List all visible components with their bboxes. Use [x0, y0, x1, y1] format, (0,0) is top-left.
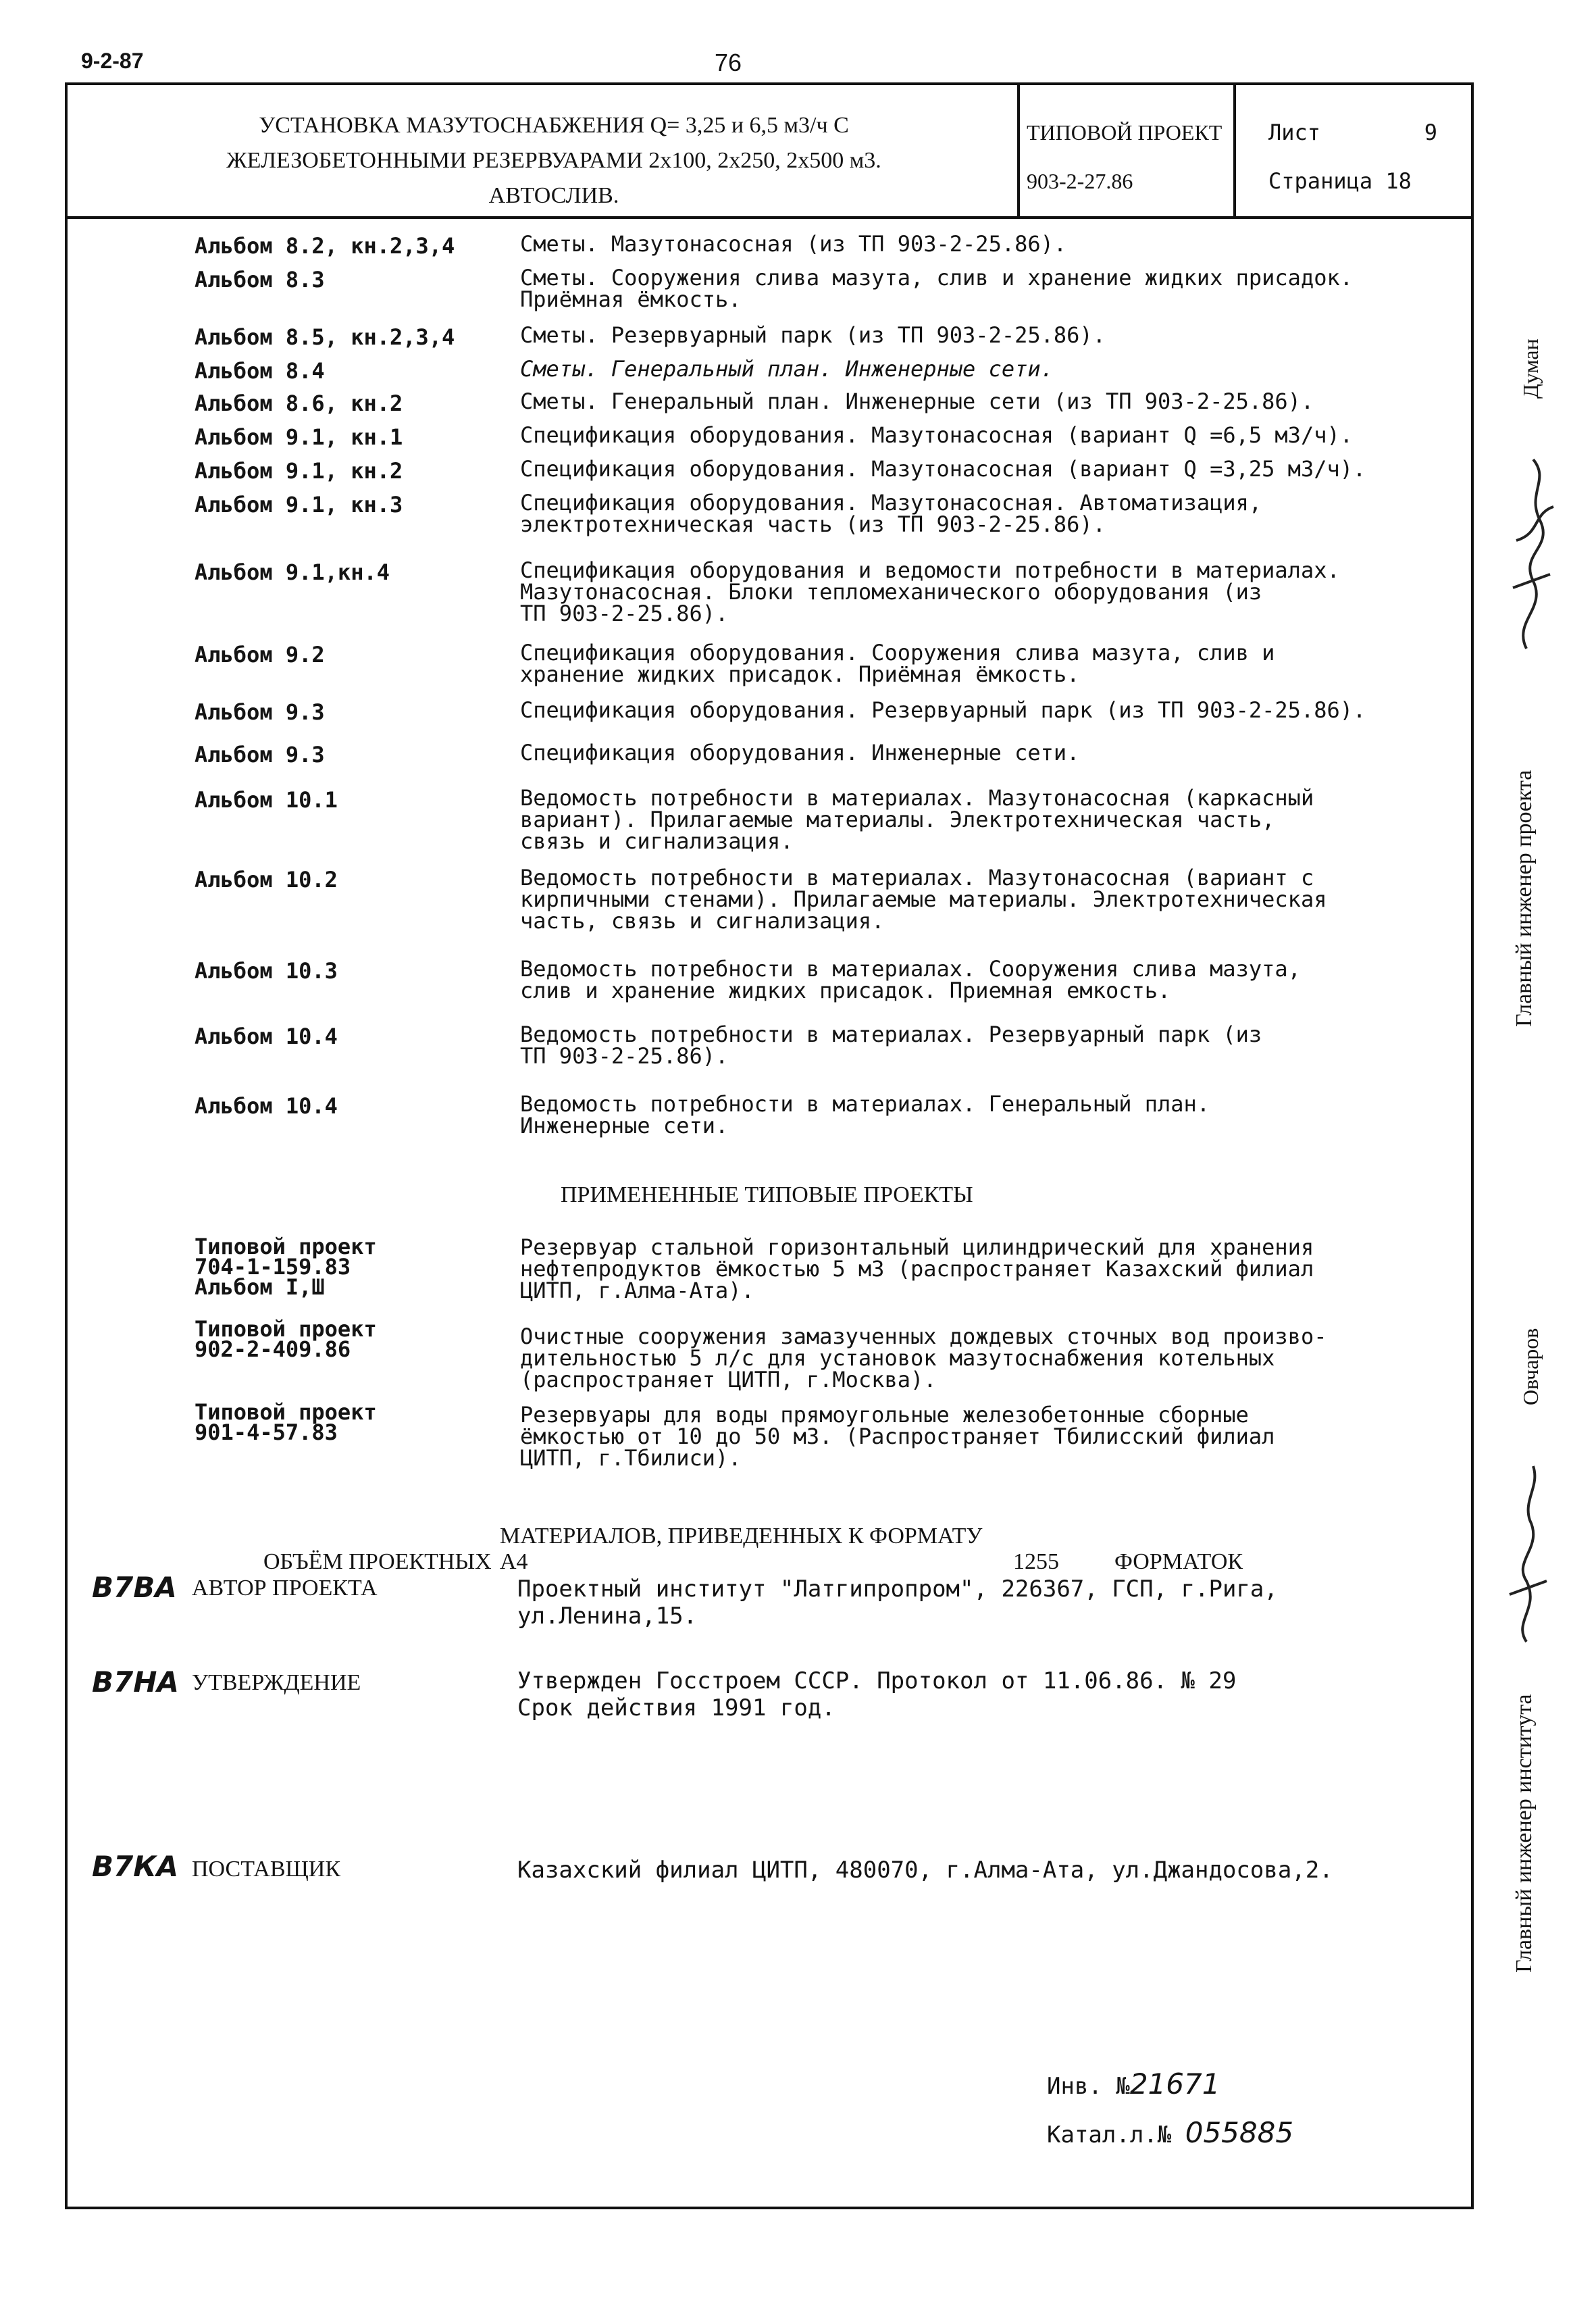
document-code: 9-2-87 — [81, 49, 144, 73]
album-label: Альбом 8.5, кн.2,3,4 — [195, 324, 455, 350]
volume-label-2: МАТЕРИАЛОВ, ПРИВЕДЕННЫХ К ФОРМАТУ А4 — [500, 1524, 983, 1574]
title-line-3: АВТОСЛИВ. — [488, 183, 619, 208]
album-label: Альбом 9.1, кн.3 — [195, 492, 403, 518]
code-desc: Казахский филиал ЦИТП, 480070, г.Алма-Ата, ул.Джандосова,2. — [517, 1857, 1333, 1884]
album-desc: Сметы. Резервуарный парк (из ТП 903-2-25.86). — [520, 322, 1106, 348]
inv-value: 21671 — [1129, 2067, 1220, 2101]
document-title — [95, 108, 1013, 213]
applied-project-label: Типовой проект 901-4-57.83 — [195, 1399, 377, 1445]
album-desc: Спецификация оборудования и ведомости потребности в материалах. Мазутонасосная. Блоки тепломеханического оборудования (из ТП 903-2-25.86). — [520, 557, 1340, 626]
album-label: Альбом 10.1 — [195, 787, 338, 813]
album-label: Альбом 10.2 — [195, 867, 338, 892]
applied-project-label: Типовой проект 704-1-159.83 Альбом I,Ш — [195, 1234, 377, 1300]
sheet-label: Лист — [1268, 120, 1321, 145]
applied-project-desc: Очистные сооружения замазученных дождевых сточных вод произво- дительностью 5 л/с для установок мазутоснабжения котельных (распространяет ЦИТП, г.Москва). — [520, 1324, 1327, 1392]
album-label: Альбом 10.4 — [195, 1093, 338, 1119]
title-divider-2 — [1233, 82, 1236, 216]
catal-label: Катал.л.№ — [1047, 2121, 1172, 2148]
album-desc: Спецификация оборудования. Сооружения слива мазута, слив и хранение жидких присадок. Приёмная ёмкость. — [520, 640, 1275, 687]
album-label: Альбом 10.4 — [195, 1024, 338, 1049]
page-label: Страница — [1268, 168, 1373, 194]
album-label: Альбом 8.2, кн.2,3,4 — [195, 233, 455, 259]
album-desc: Спецификация оборудования. Резервуарный парк (из ТП 903-2-25.86). — [520, 697, 1366, 723]
album-label: Альбом 8.6, кн.2 — [195, 391, 403, 416]
catalog-number — [1047, 2116, 1293, 2149]
code-desc: Проектный институт "Латгипропром", 226367, ГСП, г.Рига, ул.Ленина,15. — [517, 1576, 1278, 1630]
inv-label: Инв. № — [1047, 2073, 1130, 2100]
album-desc: Ведомость потребности в материалах. Мазутонасосная (каркасный вариант). Прилагаемые материалы. Электротехническая часть, связь и сигнализация. — [520, 785, 1314, 854]
album-label: Альбом 9.3 — [195, 742, 325, 768]
inventory-number — [1047, 2067, 1220, 2101]
album-desc: Спецификация оборудования. Инженерные сети. — [520, 740, 1080, 765]
code-label: АВТОР ПРОЕКТА — [192, 1576, 378, 1601]
album-desc: Ведомость потребности в материалах. Сооружения слива мазута, слив и хранение жидких присадок. Приемная емкость. — [520, 956, 1301, 1003]
album-desc: Спецификация оборудования. Мазутонасосная. Автоматизация, электротехническая часть (из ТП 903-2-25.86). — [520, 490, 1262, 537]
chief-engineer-project-name: Думан — [1518, 338, 1543, 399]
code-tag: В7НА — [92, 1665, 179, 1699]
album-label: Альбом 9.1, кн.2 — [195, 458, 403, 484]
catal-value: 055885 — [1185, 2116, 1294, 2149]
code-label: УТВЕРЖДЕНИЕ — [192, 1670, 361, 1695]
album-label: Альбом 9.3 — [195, 699, 325, 725]
album-label: Альбом 8.3 — [195, 267, 325, 293]
album-desc: Ведомость потребности в материалах. Генеральный план. Инженерные сети. — [520, 1091, 1210, 1138]
volume-label-1: ОБЪЁМ ПРОЕКТНЫХ — [263, 1549, 492, 1574]
album-label: Альбом 8.4 — [195, 358, 325, 384]
album-desc: Спецификация оборудования. Мазутонасосная (вариант Q =6,5 м3/ч). — [520, 422, 1353, 448]
sheet-box — [1268, 108, 1437, 205]
volume-line — [263, 1524, 1344, 1575]
code-desc: Утвержден Госстроем СССР. Протокол от 11.06.86. № 29 Срок действия 1991 год. — [517, 1667, 1237, 1721]
chief-engineer-institute-name: Овчаров — [1518, 1328, 1543, 1405]
page-value: 18 — [1385, 168, 1412, 194]
album-label: Альбом 9.1,кн.4 — [195, 559, 390, 585]
applied-project-desc: Резервуар стальной горизонтальный цилиндрический для хранения нефтепродуктов ёмкостью 5 м3 (распространяет Казахский филиал ЦИТП, г.Алма-Ата). — [520, 1234, 1314, 1303]
album-label: Альбом 9.2 — [195, 642, 325, 668]
volume-count: 1255 — [1013, 1549, 1059, 1574]
title-line-1: УСТАНОВКА МАЗУТОСНАБЖЕНИЯ Q= 3,25 и 6,5 м3/ч С — [259, 113, 849, 138]
applied-project-label: Типовой проект 902-2-409.86 — [195, 1316, 377, 1362]
title-divider-1 — [1017, 82, 1020, 216]
album-desc: Сметы. Мазутонасосная (из ТП 903-2-25.86). — [520, 231, 1067, 257]
album-desc: Сметы. Сооружения слива мазута, слив и хранение жидких присадок. Приёмная ёмкость. — [520, 265, 1353, 312]
album-label: Альбом 10.3 — [195, 958, 338, 984]
chief-engineer-project-label: Главный инженер проекта — [1512, 770, 1537, 1027]
code-tag: В7ВА — [92, 1571, 177, 1604]
signature-institute — [1486, 1446, 1560, 1649]
title-line-2: ЖЕЛЕЗОБЕТОННЫМИ РЕЗЕРВУАРАМИ 2х100, 2х250, 2х500 м3. — [226, 148, 881, 173]
project-box — [1027, 108, 1222, 205]
project-label: ТИПОВОЙ ПРОЕКТ — [1027, 120, 1222, 145]
album-desc: Спецификация оборудования. Мазутонасосная (вариант Q =3,25 м3/ч). — [520, 456, 1366, 482]
code-label: ПОСТАВЩИК — [192, 1857, 341, 1882]
album-desc: Ведомость потребности в материалах. Мазутонасосная (вариант с кирпичными стенами). Прилагаемые материалы. Электротехническая часть, связь и сигнализация. — [520, 865, 1327, 934]
signature-project — [1486, 419, 1567, 662]
album-desc: Ведомость потребности в материалах. Резервуарный парк (из ТП 903-2-25.86). — [520, 1022, 1262, 1069]
code-tag: В7КА — [92, 1850, 179, 1883]
project-number: 903-2-27.86 — [1027, 169, 1133, 193]
album-desc: Сметы. Генеральный план. Инженерные сети (из ТП 903-2-25.86). — [520, 388, 1314, 414]
album-label: Альбом 9.1, кн.1 — [195, 424, 403, 450]
chief-engineer-institute-label: Главный инженер института — [1512, 1694, 1537, 1973]
applied-project-desc: Резервуары для воды прямоугольные железобетонные сборные ёмкостью от 10 до 50 м3. (Распространяет Тбилисский филиал ЦИТП, г.Тбилиси). — [520, 1402, 1275, 1471]
album-desc: Сметы. Генеральный план. Инженерные сети. — [520, 356, 1054, 382]
page-number: 76 — [715, 49, 742, 76]
volume-unit: ФОРМАТОК — [1114, 1549, 1243, 1574]
applied-projects-heading: ПРИМЕНЕННЫЕ ТИПОВЫЕ ПРОЕКТЫ — [561, 1182, 973, 1207]
sheet-number: 9 — [1424, 120, 1437, 145]
